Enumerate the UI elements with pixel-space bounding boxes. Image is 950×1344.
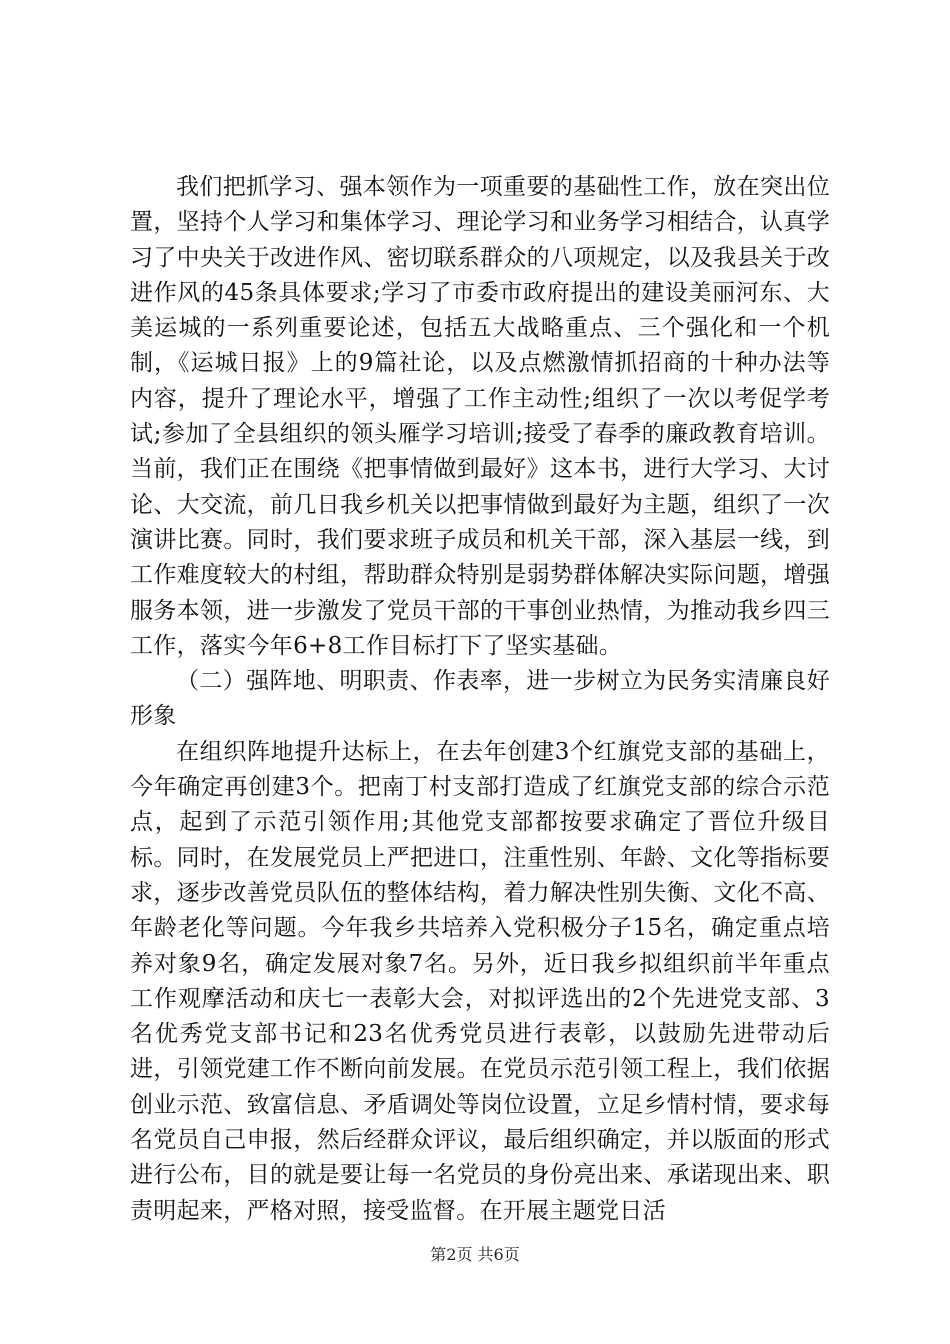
body-text	[130, 170, 830, 1229]
paragraph-study: 我们把抓学习、强本领作为一项重要的基础性工作，放在突出位置，坚持个人学习和集体学习、理论学习和业务学习相结合，认真学习了中央关于改进作风、密切联系群众的八项规定，以及我县关于改进作风的45条具体要求;学习了市委市政府提出的建设美丽河东、大美运城的一系列重要论述，包括五大战略重点、三个强化和一个机制，《运城日报》上的9篇社论，以及点燃激情抓招商的十种办法等内容，提升了理论水平，增强了工作主动性;组织了一次以考促学考试;参加了全县组织的领头雁学习培训;接受了春季的廉政教育培训。当前，我们正在围绕《把事情做到最好》这本书，进行大学习、大讨论、大交流，前几日我乡机关以把事情做到最好为主题，组织了一次演讲比赛。同时，我们要求班子成员和机关干部，深入基层一线，到工作难度较大的村组，帮助群众特别是弱势群体解决实际问题，增强服务本领，进一步激发了党员干部的干事创业热情，为推动我乡四三工作，落实今年6+8工作目标打下了坚实基础。	[130, 174, 830, 659]
paragraph-organization: 在组织阵地提升达标上，在去年创建3个红旗党支部的基础上，今年确定再创建3个。把南丁村支部打造成了红旗党支部的综合示范点，起到了示范引领作用;其他党支部都按要求确定了晋位升级目标。同时，在发展党员上严把进口，注重性别、年龄、文化等指标要求，逐步改善党员队伍的整体结构，着力解决性别失衡、文化不高、年龄老化等问题。今年我乡共培养入党积极分子15名，确定重点培养对象9名，确定发展对象7名。另外，近日我乡拟组织前半年重点工作观摩活动和庆七一表彰大会，对拟评选出的2个先进党支部、3名优秀党支部书记和23名优秀党员进行表彰，以鼓励先进带动后进，引领党建工作不断向前发展。在党员示范引领工程上，我们依据创业示范、致富信息、矛盾调处等岗位设置，立足乡情村情，要求每名党员自己申报，然后经群众评议，最后组织确定，并以版面的形式进行公布，目的就是要让每一名党员的身份亮出来、承诺现出来、职责明起来，严格对照，接受监督。在开展主题党日活	[130, 738, 830, 1224]
section-heading-2: （二）强阵地、明职责、作表率，进一步树立为民务实清廉良好形象	[130, 668, 830, 730]
page-footer: 第2页 共6页	[430, 1245, 520, 1264]
